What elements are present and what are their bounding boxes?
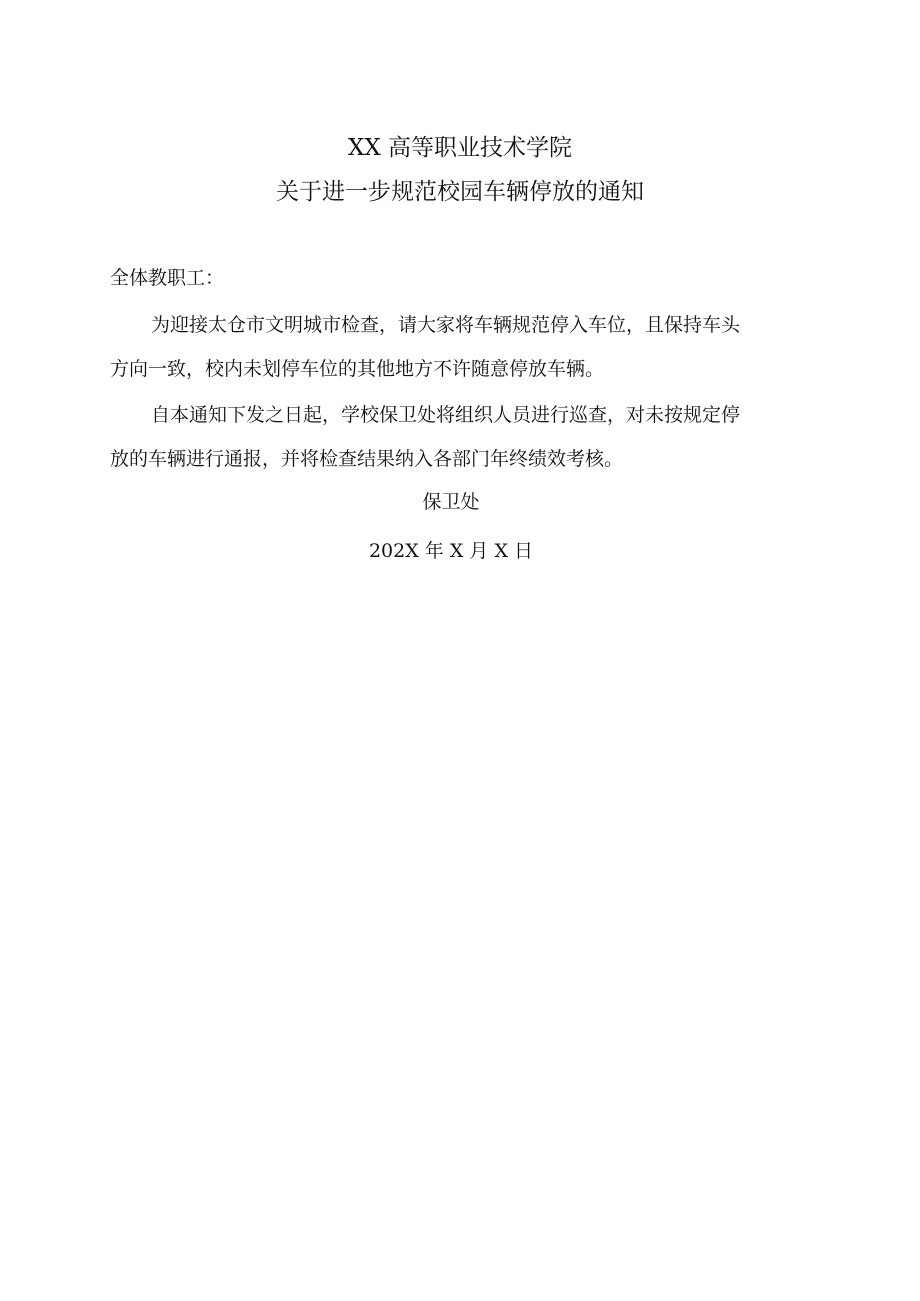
document-date: 202X 年 X 月 X 日	[368, 540, 534, 562]
salutation: 全体教职工：	[110, 267, 225, 289]
body-paragraph-1	[110, 303, 790, 391]
body-paragraph-2	[110, 393, 790, 481]
institution-title: XX 高等职业技术学院	[347, 135, 573, 161]
paragraph-line: 为迎接太仓市文明城市检查，请大家将车辆规范停入车位，且保持车头	[151, 314, 741, 336]
paragraph-line: 自本通知下发之日起，学校保卫处将组织人员进行巡查，对未按规定停	[151, 404, 741, 426]
notice-title: 关于进一步规范校园车辆停放的通知	[276, 179, 644, 205]
paragraph-line: 放的车辆进行通报，并将检查结果纳入各部门年终绩效考核。	[110, 448, 624, 470]
paragraph-line: 方向一致，校内未划停车位的其他地方不许随意停放车辆。	[110, 358, 605, 380]
signer: 保卫处	[422, 491, 480, 513]
